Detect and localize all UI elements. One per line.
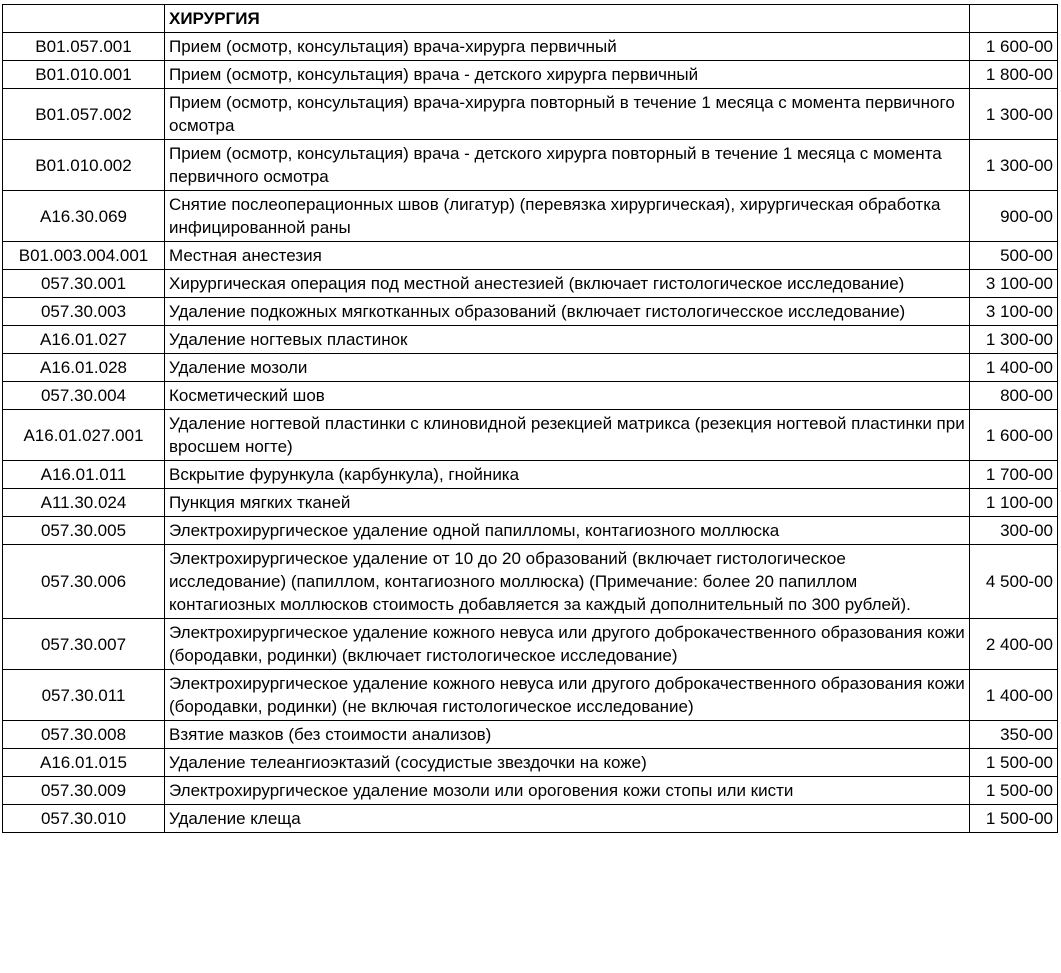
service-price: 1 300-00 (970, 89, 1058, 140)
table-row (3, 619, 1058, 670)
service-code: 057.30.009 (3, 777, 165, 805)
table-row (3, 354, 1058, 382)
service-description: Электрохирургическое удаление кожного невуса или другого доброкачественного образования кожи (бородавки, родинки) (не включая гистологическое исследование) (165, 670, 970, 721)
table-row (3, 749, 1058, 777)
table-row (3, 326, 1058, 354)
service-code: B01.010.002 (3, 140, 165, 191)
service-price: 1 800-00 (970, 61, 1058, 89)
service-description: Удаление ногтевой пластинки с клиновидной резекцией матрикса (резекция ногтевой пластинки при вросшем ногте) (165, 410, 970, 461)
service-description: Прием (осмотр, консультация) врача-хирурга повторный в течение 1 месяца с моментa первичного осмотра (165, 89, 970, 140)
service-price: 2 400-00 (970, 619, 1058, 670)
section-header-row (3, 5, 1058, 33)
table-row (3, 33, 1058, 61)
table-row (3, 242, 1058, 270)
service-description: Пункция мягких тканей (165, 489, 970, 517)
service-price: 1 100-00 (970, 489, 1058, 517)
service-code: B01.057.002 (3, 89, 165, 140)
service-description: Косметический шов (165, 382, 970, 410)
table-row (3, 61, 1058, 89)
table-row (3, 517, 1058, 545)
table-row (3, 670, 1058, 721)
service-description: Вскрытие фурункула (карбункула), гнойника (165, 461, 970, 489)
section-title: ХИРУРГИЯ (165, 5, 970, 33)
section-header-code-cell (3, 5, 165, 33)
service-code: B01.010.001 (3, 61, 165, 89)
service-price: 1 300-00 (970, 140, 1058, 191)
service-code: A16.01.028 (3, 354, 165, 382)
table-row (3, 805, 1058, 833)
service-description: Удаление клеща (165, 805, 970, 833)
service-code: A16.01.015 (3, 749, 165, 777)
service-price: 1 500-00 (970, 805, 1058, 833)
service-description: Электрохирургическое удаление мозоли или ороговения кожи стопы или кисти (165, 777, 970, 805)
service-price: 800-00 (970, 382, 1058, 410)
table-row (3, 382, 1058, 410)
table-row (3, 89, 1058, 140)
service-code: A11.30.024 (3, 489, 165, 517)
service-price: 3 100-00 (970, 298, 1058, 326)
service-description: Удаление подкожных мягкотканных образований (включает гистологичесское исследование) (165, 298, 970, 326)
service-code: 057.30.001 (3, 270, 165, 298)
price-list-body (3, 5, 1058, 833)
table-row (3, 140, 1058, 191)
table-row (3, 545, 1058, 619)
service-price: 3 100-00 (970, 270, 1058, 298)
service-price: 300-00 (970, 517, 1058, 545)
table-row (3, 777, 1058, 805)
section-header-price-cell (970, 5, 1058, 33)
table-row (3, 489, 1058, 517)
service-description: Прием (осмотр, консультация) врача - детского хирурга первичный (165, 61, 970, 89)
service-description: Хирургическая операция под местной анестезией (включает гистологическое исследование) (165, 270, 970, 298)
service-price: 500-00 (970, 242, 1058, 270)
service-code: A16.01.011 (3, 461, 165, 489)
service-description: Взятие мазков (без стоимости анализов) (165, 721, 970, 749)
service-description: Снятие послеоперационных швов (лигатур) (перевязка хирургическая), хирургическая обработка инфицированной раны (165, 191, 970, 242)
service-price: 1 500-00 (970, 777, 1058, 805)
service-description: Местная анестезия (165, 242, 970, 270)
service-code: 057.30.011 (3, 670, 165, 721)
service-description: Прием (осмотр, консультация) врача - детского хирурга повторный в течение 1 месяца с момента первичного осмотра (165, 140, 970, 191)
table-row (3, 270, 1058, 298)
service-code: 057.30.007 (3, 619, 165, 670)
service-description: Удаление ногтевых пластинок (165, 326, 970, 354)
service-price: 1 400-00 (970, 354, 1058, 382)
service-code: 057.30.008 (3, 721, 165, 749)
service-code: 057.30.006 (3, 545, 165, 619)
service-price: 1 600-00 (970, 410, 1058, 461)
service-price: 4 500-00 (970, 545, 1058, 619)
service-description: Электрохирургическое удаление от 10 до 20 образований (включает гистологическое исследование) (папиллом, контагиозного моллюска) (Примечание: более 20 папиллом контагиозных моллюсков стоимость добавляется за каждый дополнительный по 300 рублей). (165, 545, 970, 619)
service-price: 1 600-00 (970, 33, 1058, 61)
service-price: 350-00 (970, 721, 1058, 749)
service-code: 057.30.010 (3, 805, 165, 833)
price-list-table (2, 4, 1058, 833)
service-description: Электрохирургическое удаление одной папилломы, контагиозного моллюска (165, 517, 970, 545)
service-description: Прием (осмотр, консультация) врача-хирурга первичный (165, 33, 970, 61)
service-code: A16.30.069 (3, 191, 165, 242)
service-description: Электрохирургическое удаление кожного невуса или другого доброкачественного образования кожи (бородавки, родинки) (включает гистологическое исследование) (165, 619, 970, 670)
service-price: 1 300-00 (970, 326, 1058, 354)
service-code: 057.30.003 (3, 298, 165, 326)
service-price: 1 700-00 (970, 461, 1058, 489)
service-code: 057.30.004 (3, 382, 165, 410)
service-code: 057.30.005 (3, 517, 165, 545)
table-row (3, 461, 1058, 489)
table-row (3, 721, 1058, 749)
service-code: A16.01.027.001 (3, 410, 165, 461)
table-row (3, 410, 1058, 461)
table-row (3, 191, 1058, 242)
table-row (3, 298, 1058, 326)
service-price: 1 400-00 (970, 670, 1058, 721)
service-price: 900-00 (970, 191, 1058, 242)
service-code: A16.01.027 (3, 326, 165, 354)
service-description: Удаление телеангиоэктазий (сосудистые звездочки на коже) (165, 749, 970, 777)
service-code: B01.057.001 (3, 33, 165, 61)
service-code: B01.003.004.001 (3, 242, 165, 270)
service-price: 1 500-00 (970, 749, 1058, 777)
service-description: Удаление мозоли (165, 354, 970, 382)
